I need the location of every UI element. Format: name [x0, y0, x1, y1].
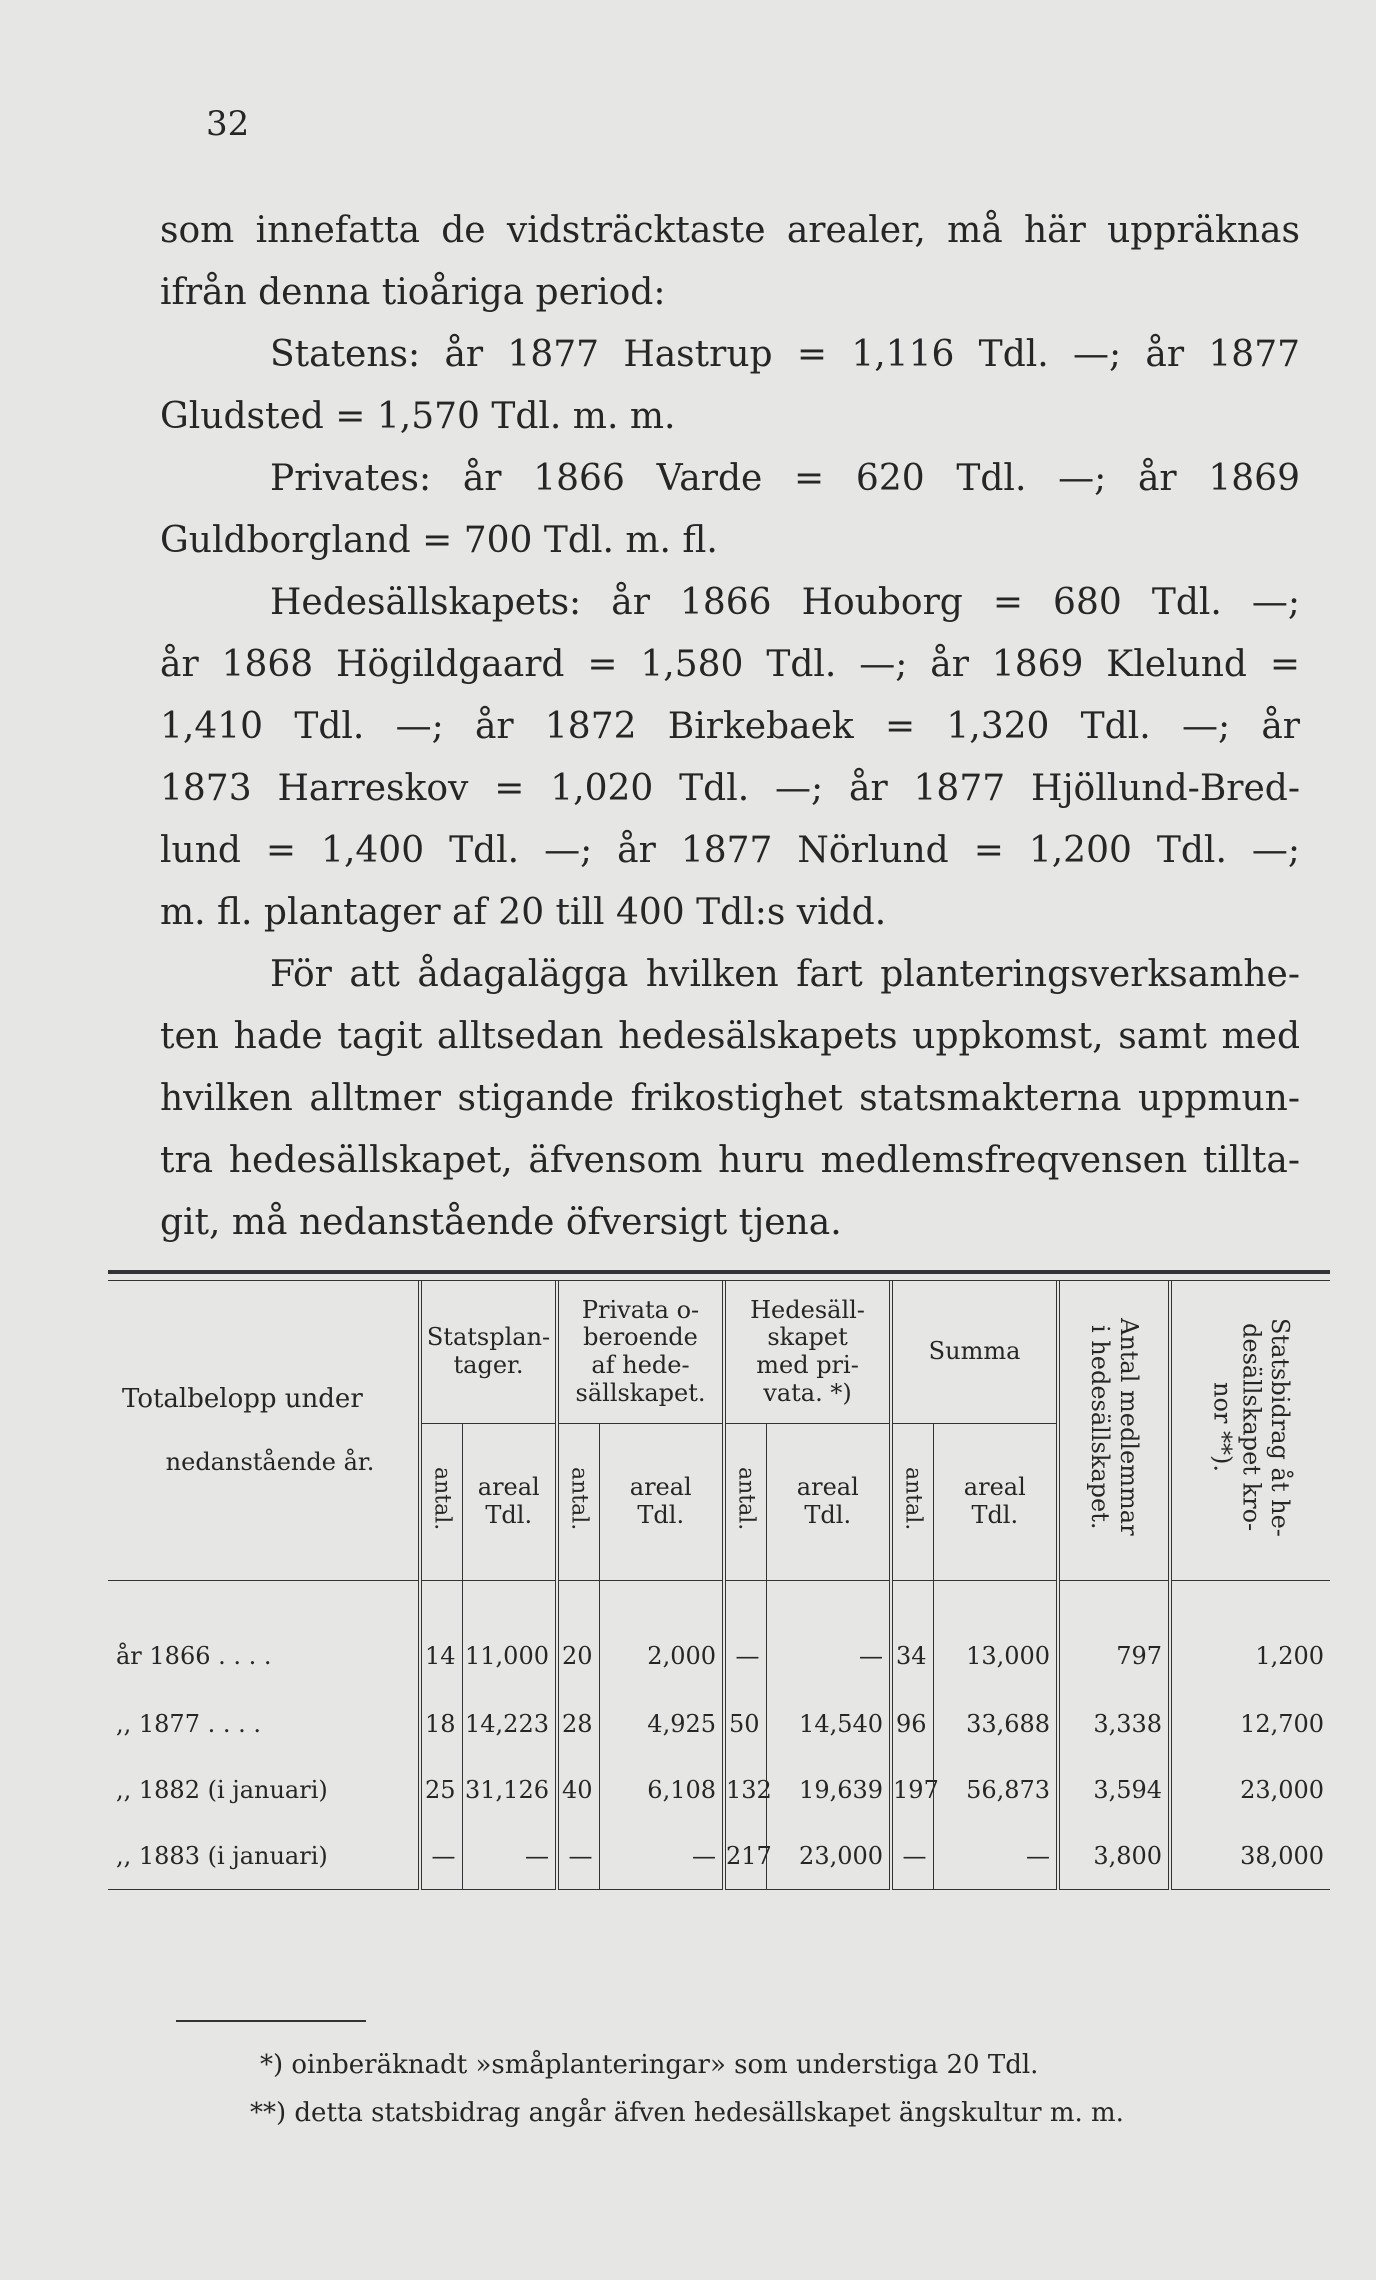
cell: 23,000 [766, 1823, 891, 1890]
cell: 14,540 [766, 1691, 891, 1757]
table-row [108, 1691, 1330, 1757]
text-line: lund = 1,400 Tdl. —; år 1877 Nörlund = 1,200 Tdl. —; [160, 830, 1300, 871]
cell: — [724, 1581, 766, 1692]
cell: 217 [724, 1823, 766, 1890]
text-line: 1,410 Tdl. —; år 1872 Birkebaek = 1,320 Tdl. —; år [160, 706, 1300, 747]
footnote-rule [176, 2020, 366, 2022]
table-row [108, 1757, 1330, 1823]
group-header-line: med pri- [756, 1351, 859, 1379]
text-line: Gludsted = 1,570 Tdl. m. m. [160, 396, 676, 437]
cell: — [462, 1823, 557, 1890]
row-label: ,, 1883 (i januari) [108, 1823, 420, 1890]
cell: 40 [557, 1757, 599, 1823]
text-line: 1873 Harreskov = 1,020 Tdl. —; år 1877 Hjöllund-Bred- [160, 768, 1300, 809]
text-line: m. fl. plantager af 20 till 400 Tdl:s vidd. [160, 892, 887, 933]
footnote: *) oinberäknadt »småplanteringar» som understiga 20 Tdl. [260, 2050, 1039, 2080]
text-line: Guldborgland = 700 Tdl. m. fl. [160, 520, 718, 561]
group-header-line: vata. *) [763, 1378, 852, 1407]
text-line: ten hade tagit alltsedan hedesälskapets uppkomst, samt med [160, 1016, 1300, 1057]
group-header-total [891, 1281, 1058, 1424]
cell: 33,688 [933, 1691, 1058, 1757]
text-line: För att ådagalägga hvilken fart planteringsverksamhe- [270, 954, 1300, 995]
cell: 18 [420, 1691, 462, 1757]
sub-header-areal: areal Tdl. [933, 1424, 1058, 1581]
group-header-line: tager. [453, 1351, 524, 1379]
sub-header-antal: antal. [891, 1424, 933, 1581]
cell: 3,594 [1058, 1757, 1170, 1823]
members-header-text: Antal medlemmar i hedesällskapet. [1086, 1318, 1143, 1536]
sub-header-antal: antal. [724, 1424, 766, 1581]
row-header-cell [108, 1281, 420, 1581]
sub-header-areal: areal Tdl. [766, 1424, 891, 1581]
cell: 31,126 [462, 1757, 557, 1823]
cell: 14,223 [462, 1691, 557, 1757]
cell: 23,000 [1240, 1776, 1325, 1804]
text-line: som innefatta de vidsträcktaste arealer, må här uppräknas [160, 210, 1300, 251]
group-header-line: Summa [928, 1337, 1021, 1366]
cell: — [933, 1823, 1058, 1890]
cell: 11,000 [462, 1581, 557, 1692]
cell: — [766, 1581, 891, 1692]
group-header-private [557, 1281, 724, 1424]
row-label: ,, 1877 . . . . [108, 1691, 420, 1757]
text-line: år 1868 Högildgaard = 1,580 Tdl. —; år 1869 Klelund = [160, 644, 1300, 685]
group-header-line: beroende [583, 1323, 698, 1352]
cell: 50 [724, 1691, 766, 1757]
text-line: git, må nedanstående öfversigt tjena. [160, 1202, 842, 1243]
row-label: år 1866 . . . . [108, 1581, 420, 1692]
table-row [108, 1581, 1330, 1692]
cell: 28 [557, 1691, 599, 1757]
cell: 6,108 [599, 1757, 724, 1823]
cell: 2,000 [599, 1581, 724, 1692]
subsidy-header [1170, 1281, 1330, 1581]
cell: 96 [891, 1691, 933, 1757]
cell: 14 [420, 1581, 462, 1692]
group-header-line: sällskapet. [575, 1378, 706, 1407]
body-text [160, 200, 1300, 1254]
cell: 34 [891, 1581, 933, 1692]
cell: 197 [891, 1757, 933, 1823]
group-header-state [420, 1281, 557, 1424]
table-top-rule [108, 1270, 1330, 1274]
members-header [1058, 1281, 1170, 1581]
group-header-line: af hede- [591, 1351, 690, 1379]
text-line: Privates: år 1866 Varde = 620 Tdl. —; år 1869 [270, 458, 1300, 499]
cell: 13,000 [933, 1581, 1058, 1692]
cell: 4,925 [599, 1691, 724, 1757]
sub-header-antal: antal. [420, 1424, 462, 1581]
statistics-table [108, 1281, 1330, 1890]
cell: — [891, 1823, 933, 1890]
group-header-society [724, 1281, 891, 1424]
cell: 56,873 [933, 1757, 1058, 1823]
statistics-table-wrap [108, 1270, 1330, 1890]
cell: 38,000 [1240, 1842, 1325, 1870]
cell: 19,639 [766, 1757, 891, 1823]
table-row [108, 1823, 1330, 1890]
cell: 12,700 [1240, 1710, 1325, 1738]
subsidy-header-text: Statsbidrag åt he- desällskapet kro- nor **). [1208, 1317, 1295, 1537]
cell: — [557, 1823, 599, 1890]
cell: 132 [724, 1757, 766, 1823]
group-header-line: Hedesäll- [750, 1295, 865, 1324]
sub-header-areal: areal Tdl. [462, 1424, 557, 1581]
cell: 3,800 [1058, 1823, 1170, 1890]
cell: 1,200 [1255, 1642, 1325, 1670]
group-header-line: Statsplan- [426, 1323, 551, 1352]
cell: — [420, 1823, 462, 1890]
row-label: ,, 1882 (i januari) [108, 1757, 420, 1823]
group-header-line: skapet [767, 1323, 848, 1352]
page-number: 32 [206, 104, 250, 144]
text-line: tra hedesällskapet, äfvensom huru medlemsfreqvensen tillta- [160, 1140, 1300, 1181]
row-header-line: nedanstående år. [165, 1447, 375, 1476]
text-line: Hedesällskapets: år 1866 Houborg = 680 Tdl. —; [270, 582, 1300, 623]
cell: 3,338 [1058, 1691, 1170, 1757]
text-line: Statens: år 1877 Hastrup = 1,116 Tdl. —; år 1877 [270, 334, 1300, 375]
group-header-line: Privata o- [581, 1295, 700, 1324]
text-line: hvilken alltmer stigande frikostighet statsmakterna uppmun- [160, 1078, 1300, 1119]
row-header-line: Totalbelopp under [122, 1383, 363, 1414]
cell: 25 [420, 1757, 462, 1823]
cell: — [599, 1823, 724, 1890]
sub-header-areal: areal Tdl. [599, 1424, 724, 1581]
cell: 20 [557, 1581, 599, 1692]
sub-header-antal: antal. [557, 1424, 599, 1581]
text-line: ifrån denna tioåriga period: [160, 272, 666, 313]
footnote: **) detta statsbidrag angår äfven hedesällskapet ängskultur m. m. [250, 2098, 1124, 2128]
cell: 797 [1058, 1581, 1170, 1692]
